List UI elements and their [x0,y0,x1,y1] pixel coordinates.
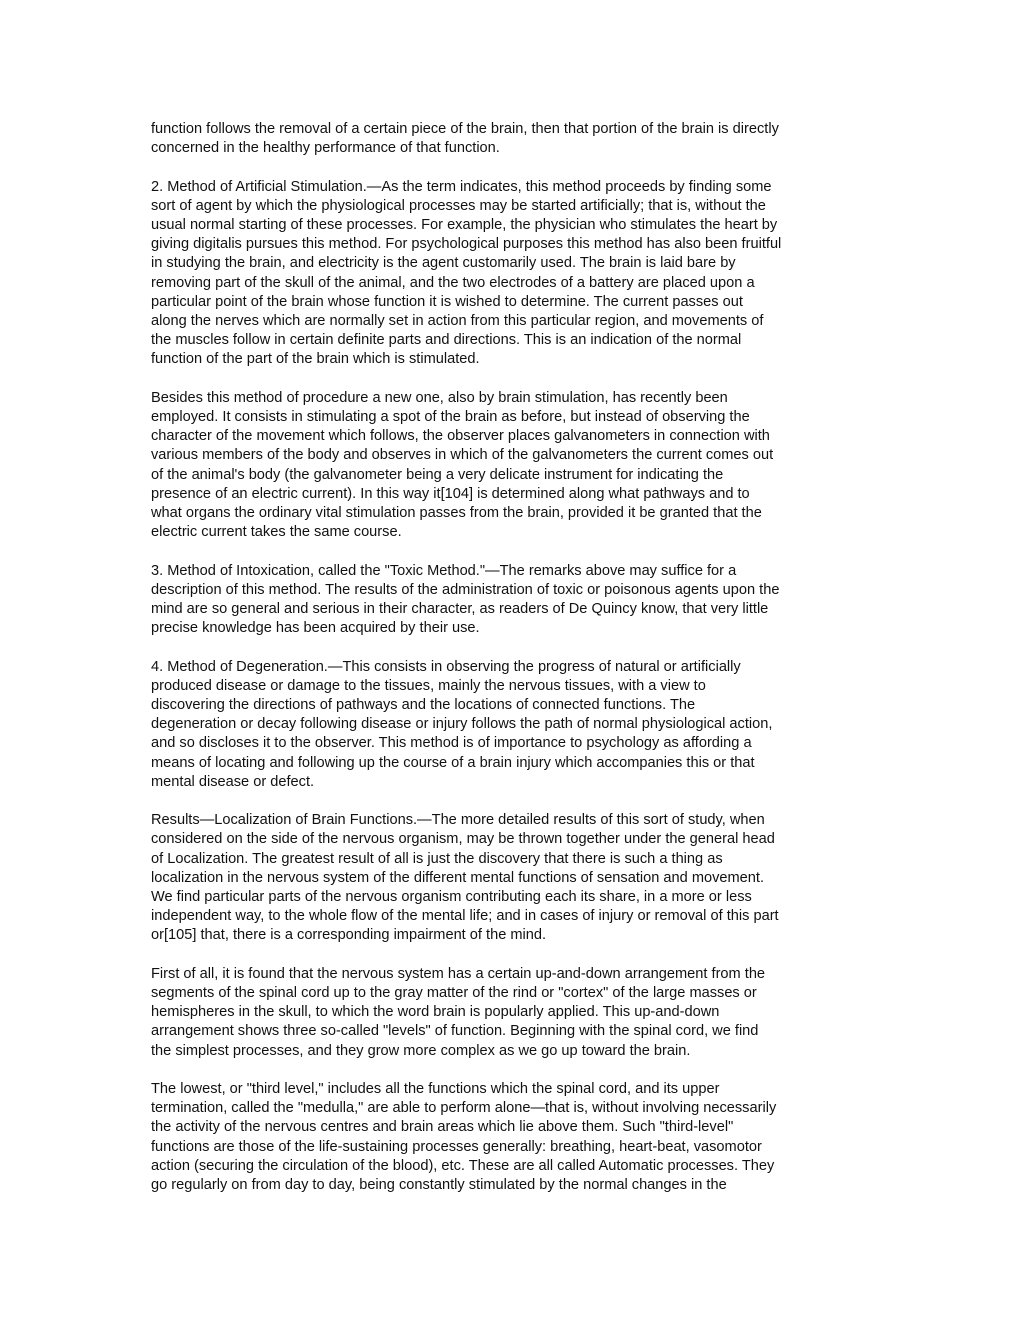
text-line: produced disease or damage to the tissues, mainly the nervous tissues, with a view to [151,677,706,694]
paragraph-function-removal [151,120,876,158]
paragraph-up-and-down-arrangement [151,965,876,1061]
paragraph-toxic-method [151,562,876,639]
text-line: 4. Method of Degeneration.—This consists in observing the progress of natural or artificially [151,658,741,675]
text-line: 3. Method of Intoxication, called the "Toxic Method."—The remarks above may suffice for a [151,562,737,579]
text-line: usual normal starting of these processes. For example, the physician who stimulates the heart by [151,217,778,233]
text-line: the activity of the nervous centres and brain areas which lie above them. Such "third-level" [151,1119,734,1136]
text-line: We find particular parts of the nervous organism contributing each its share, in a more or less [151,889,752,906]
text-line: presence of an electric current). In this way it[104] is determined along what pathways and to [151,485,750,502]
text-line: employed. It consists in stimulating a spot of the brain as before, but instead of observing the [151,409,750,426]
text-line: First of all, it is found that the nervous system has a certain up-and-down arrangement from the [151,965,766,982]
text-line: various members of the body and observes in which of the galvanometers the current comes out [151,447,774,464]
text-line: description of this method. The results of the administration of toxic or poisonous agents upon the [151,581,780,598]
text-line: electric current takes the same course. [151,524,402,541]
text-line: or[105] that, there is a corresponding impairment of the mind. [151,927,547,944]
text-line: removing part of the skull of the animal, and the two electrodes of a battery are placed upon a [151,274,755,291]
text-line: termination, called the "medulla," are able to perform alone—that is, without involving necessarily [151,1100,777,1117]
text-line: function follows the removal of a certain piece of the brain, then that portion of the brain is directly [151,121,779,137]
paragraph-degeneration [151,658,876,792]
text-line: of Localization. The greatest result of all is just the discovery that there is such a thing as [151,850,723,867]
text-line: concerned in the healthy performance of that function. [151,140,500,157]
text-line: the muscles follow in certain definite parts and directions. This is an indication of the normal [151,332,742,349]
text-line: considered on the side of the nervous organism, may be thrown together under the general head [151,831,775,848]
text-line: function of the part of the brain which is stimulated. [151,351,480,368]
paragraph-brain-stimulation [151,389,876,543]
text-line: sort of agent by which the physiological processes may be started artificially; that is, without the [151,197,766,214]
text-line: in studying the brain, and electricity is the agent customarily used. The brain is laid bare by [151,255,736,272]
text-line: character of the movement which follows, the observer places galvanometers in connection with [151,428,770,445]
text-line: mind are so general and serious in their character, as readers of De Quincy know, that very little [151,601,769,618]
paragraph-artificial-stimulation [151,178,876,370]
text-line: the simplest processes, and they grow more complex as we go up toward the brain. [151,1042,691,1059]
text-line: localization in the nervous system of the different mental functions of sensation and movement. [151,869,765,886]
text-line: of the animal's body (the galvanometer being a very delicate instrument for indicating the [151,466,724,483]
text-line: go regularly on from day to day, being constantly stimulated by the normal changes in the [151,1177,727,1194]
text-line: action (securing the circulation of the blood), etc. These are all called Automatic processes. They [151,1157,775,1174]
text-line: functions are those of the life-sustaining processes generally: breathing, heart-beat, vasomotor [151,1138,762,1155]
text-line: independent way, to the whole flow of the mental life; and in cases of injury or removal of this part [151,908,779,925]
text-line: Besides this method of procedure a new one, also by brain stimulation, has recently been [151,389,728,406]
text-line: along the nerves which are normally set in action from this particular region, and movements of [151,313,764,330]
text-line: 2. Method of Artificial Stimulation.—As the term indicates, this method proceeds by finding some [151,178,772,195]
text-line: arrangement shows three so-called "levels" of function. Beginning with the spinal cord, we find [151,1023,759,1040]
document-page [151,120,876,1214]
text-line: giving digitalis pursues this method. For psychological purposes this method has also been fruitful [151,236,782,253]
text-line: particular point of the brain whose function it is wished to determine. The current passes out [151,293,743,310]
text-line: degeneration or decay following disease or injury follows the path of normal physiological action, [151,716,773,733]
text-line: segments of the spinal cord up to the gray matter of the rind or "cortex" of the large masses or [151,985,757,1002]
text-line: precise knowledge has been acquired by their use. [151,620,480,637]
text-line: means of locating and following up the course of a brain injury which accompanies this or that [151,754,755,771]
text-line: mental disease or defect. [151,773,315,790]
text-line: hemispheres in the skull, to which the word brain is popularly applied. This up-and-down [151,1004,720,1021]
text-line: Results—Localization of Brain Functions.—The more detailed results of this sort of study, when [151,812,765,829]
paragraph-third-level [151,1080,876,1195]
text-line: The lowest, or "third level," includes all the functions which the spinal cord, and its upper [151,1081,720,1098]
text-line: what organs the ordinary vital stimulation passes from the brain, provided it be granted that the [151,505,762,522]
paragraph-localization-results [151,811,876,945]
text-line: and so discloses it to the observer. This method is of importance to psychology as affording a [151,735,752,752]
text-line: discovering the directions of pathways and the locations of connected functions. The [151,697,696,714]
